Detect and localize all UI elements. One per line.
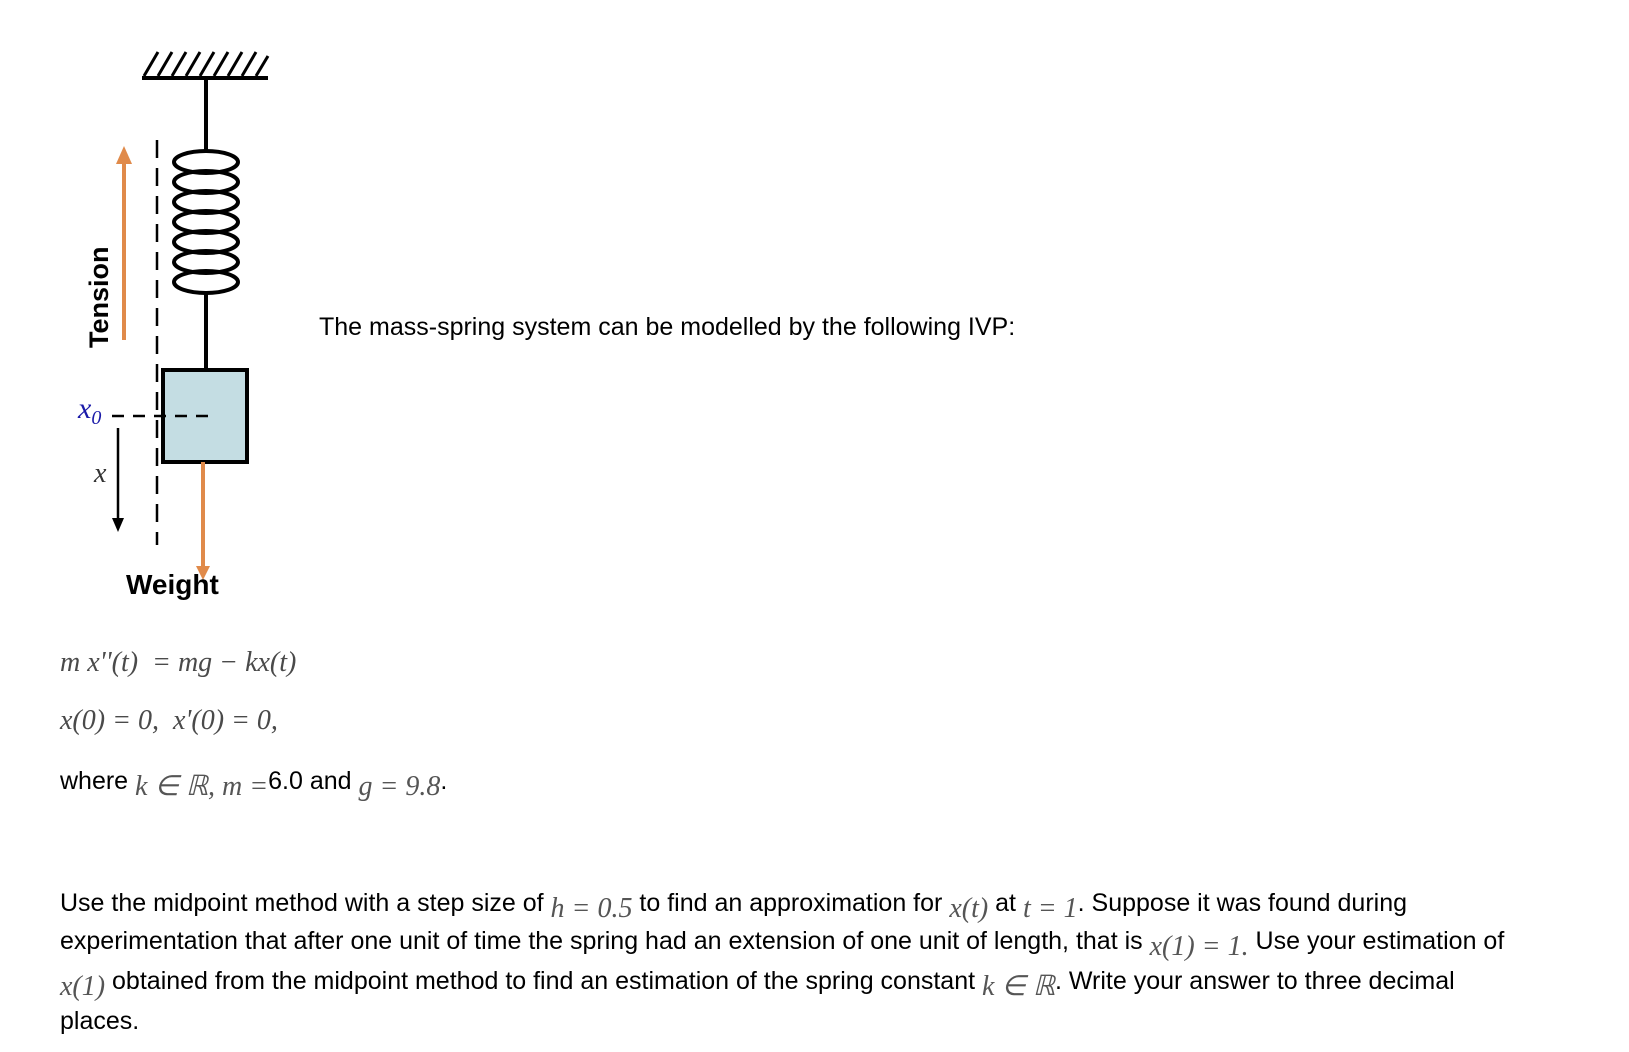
equation-ode: m x''(t) = mg − kx(t) [60, 647, 297, 678]
math-x-of-1: x(1) [60, 971, 106, 1002]
comma: , [208, 771, 216, 802]
question-text: places. [60, 1007, 140, 1035]
spring [174, 78, 238, 370]
ceiling-support [142, 52, 268, 78]
math-x1-equals-1: x(1) = 1. [1149, 931, 1249, 962]
equation-initial-conditions: x(0) = 0, x'(0) = 0, [60, 705, 278, 736]
question-paragraph [60, 887, 1620, 1045]
weight-arrow-icon [196, 462, 210, 580]
x0-label: $x_0$ [78, 392, 102, 429]
question-line-2 [60, 925, 1620, 963]
math-step-size: h = 0.5 [550, 893, 633, 924]
m-value: 6.0 [268, 767, 303, 795]
displacement-arrow-icon [112, 428, 124, 532]
question-text: Use the midpoint method with a step size of [60, 889, 544, 917]
parameters-line [60, 763, 448, 802]
question-text: experimentation that after one unit of time the spring had an extension of one unit of length, that is [60, 927, 1143, 955]
mass-spring-diagram [0, 0, 320, 610]
math-g-equals: g = 9.8 [358, 771, 441, 802]
math-k-in-reals: k ∈ ℝ [135, 771, 209, 802]
question-text: . Write your answer to three decimal [1055, 967, 1455, 995]
math-t-equals-1: t = 1 [1022, 893, 1078, 924]
question-line-4 [60, 1007, 1620, 1045]
x-label: x [94, 458, 107, 489]
weight-label: Weight [126, 569, 219, 600]
question-text: obtained from the midpoint method to find an estimation of the spring constant [112, 967, 976, 995]
question-line-1 [60, 887, 1620, 925]
question-text: to find an approximation for [639, 889, 943, 917]
question-line-3 [60, 963, 1620, 1001]
period: . [440, 767, 448, 795]
question-text: . Suppose it was found during [1077, 889, 1408, 917]
math-k-in-reals: k ∈ ℝ [982, 971, 1055, 1002]
question-text: Use your estimation of [1255, 927, 1505, 955]
intro-text: The mass-spring system can be modelled by the following IVP: [319, 313, 1016, 341]
word-and: and [309, 767, 352, 795]
math-m-equals: m = [222, 771, 269, 802]
tension-arrow-icon [116, 146, 132, 340]
question-text: at [995, 889, 1016, 917]
math-x-of-t: x(t) [949, 893, 989, 924]
word-where: where [60, 767, 129, 795]
tension-label: Tension [84, 246, 114, 348]
